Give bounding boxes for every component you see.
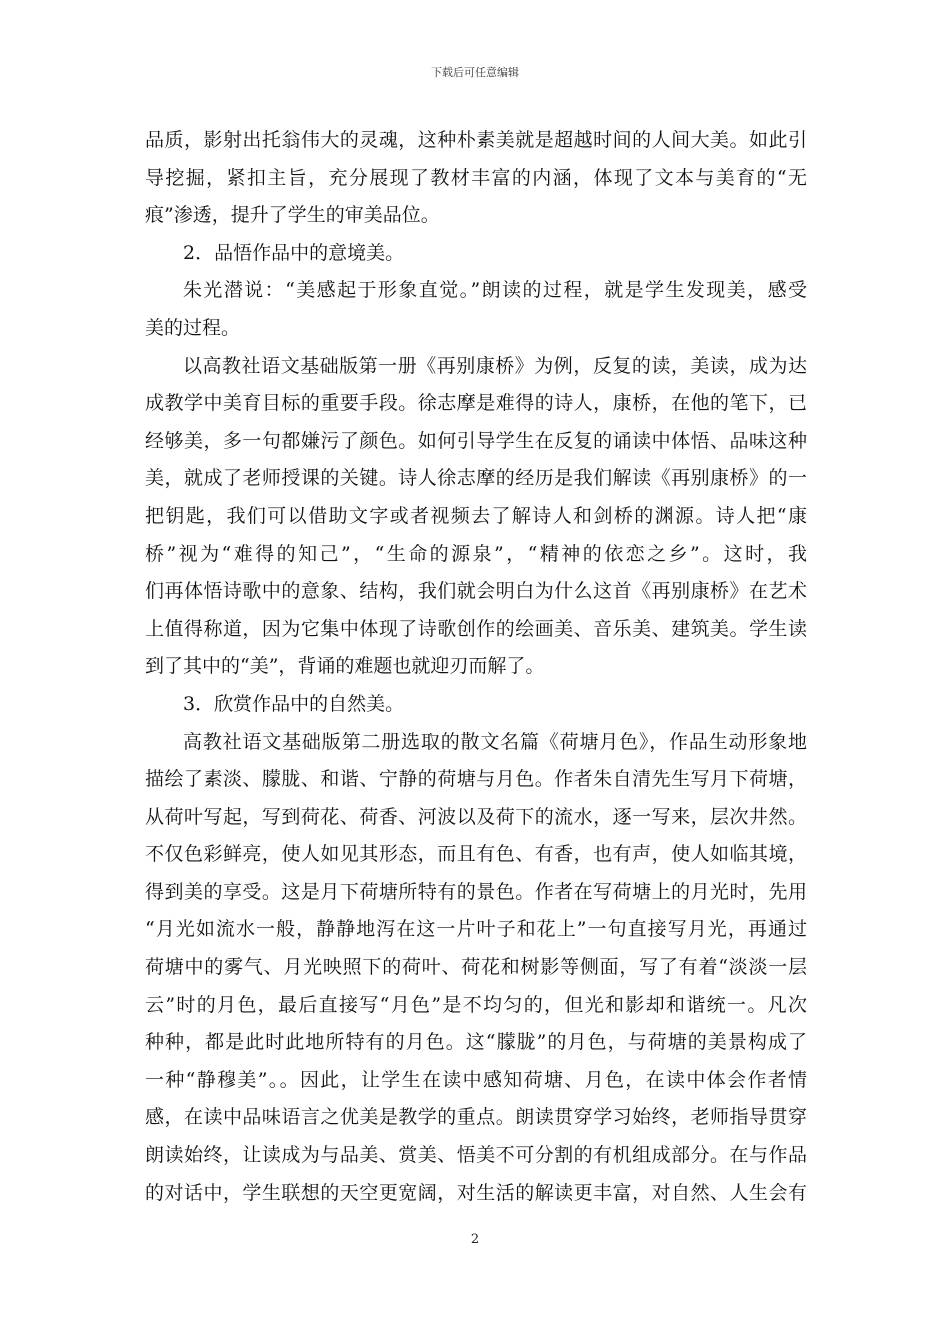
text-line: 品质，影射出托翁伟大的灵魂，这种朴素美就是超越时间的人间大美。如此引 (145, 129, 807, 151)
text-line: 云”时的月色，最后直接写“月色”是不均匀的，但光和影却和谐统一。凡次 (145, 993, 807, 1016)
text-line: 痕”渗透，提升了学生的审美品位。 (145, 204, 440, 227)
section-heading: 2．品悟作品中的意境美。 (183, 241, 405, 264)
page-number: 2 (470, 1232, 480, 1247)
text-line: 不仅色彩鲜亮，使人如见其形态，而且有色、有香，也有声，使人如临其境， (145, 843, 807, 866)
text-line: 美，就成了老师授课的关键。诗人徐志摩的经历是我们解读《再别康桥》的一 (145, 467, 807, 490)
text-line: 成教学中美育目标的重要手段。徐志摩是难得的诗人，康桥，在他的笔下，已 (145, 392, 807, 415)
text-line: 从荷叶写起，写到荷花、荷香、河波以及荷下的流水，逐一写来，层次井然。 (145, 805, 807, 828)
text-line: 感，在读中品味语言之优美是教学的重点。朗读贯穿学习始终，老师指导贯穿 (145, 1106, 807, 1129)
text-line: 美的过程。 (145, 316, 241, 339)
text-line: 朗读始终，让读成为与品美、赏美、悟美不可分割的有机组成部分。在与作品 (145, 1144, 807, 1167)
text-line: 们再体悟诗歌中的意象、结构，我们就会明白为什么这首《再别康桥》在艺术 (145, 580, 807, 603)
text-line: 以高教社语文基础版第一册《再别康桥》为例，反复的读，美读，成为达 (183, 354, 807, 377)
text-line: 得到美的享受。这是月下荷塘所特有的景色。作者在写荷塘上的月光时，先用 (145, 880, 807, 903)
text-line: 到了其中的“美”，背诵的难题也就迎刃而解了。 (145, 655, 545, 678)
text-line: 导挖掘，紧扣主旨，充分展现了教材丰富的内涵，体现了文本与美育的“无 (145, 166, 807, 189)
document-body (145, 122, 807, 1212)
text-line: 种种，都是此时此地所特有的月色。这“朦胧”的月色，与荷塘的美景构成了 (145, 1031, 807, 1054)
text-line: “月光如流水一般，静静地泻在这一片叶子和花上”一句直接写月光，再通过 (145, 918, 807, 941)
text-line: 高教社语文基础版第二册选取的散文名篇《荷塘月色》，作品生动形象地 (183, 730, 807, 753)
text-line: 一种“静穆美”。。因此，让学生在读中感知荷塘、月色，在读中体会作者情 (145, 1068, 807, 1091)
text-line: 朱光潜说：“美感起于形象直觉。”朗读的过程，就是学生发现美，感受 (183, 279, 807, 302)
text-line: 经够美，多一句都嫌污了颜色。如何引导学生在反复的诵读中体悟、品味这种 (145, 429, 807, 452)
text-line: 的对话中，学生联想的天空更宽阔，对生活的解读更丰富，对自然、人生会有 (145, 1181, 807, 1204)
page-header-note: 下载后可任意编辑 (431, 66, 519, 79)
section-heading: 3．欣赏作品中的自然美。 (183, 692, 405, 715)
text-line: 桥”视为“难得的知己”，“生命的源泉”，“精神的依恋之乡”。这时，我 (145, 542, 807, 565)
text-line: 把钥匙，我们可以借助文字或者视频去了解诗人和剑桥的渊源。诗人把“康 (145, 504, 807, 527)
text-line: 上值得称道，因为它集中体现了诗歌创作的绘画美、音乐美、建筑美。学生读 (145, 617, 807, 640)
text-line: 荷塘中的雾气、月光映照下的荷叶、荷花和树影等侧面，写了有着“淡淡一层 (145, 956, 807, 979)
text-line: 描绘了素淡、朦胧、和谐、宁静的荷塘与月色。作者朱自清先生写月下荷塘， (145, 768, 807, 791)
